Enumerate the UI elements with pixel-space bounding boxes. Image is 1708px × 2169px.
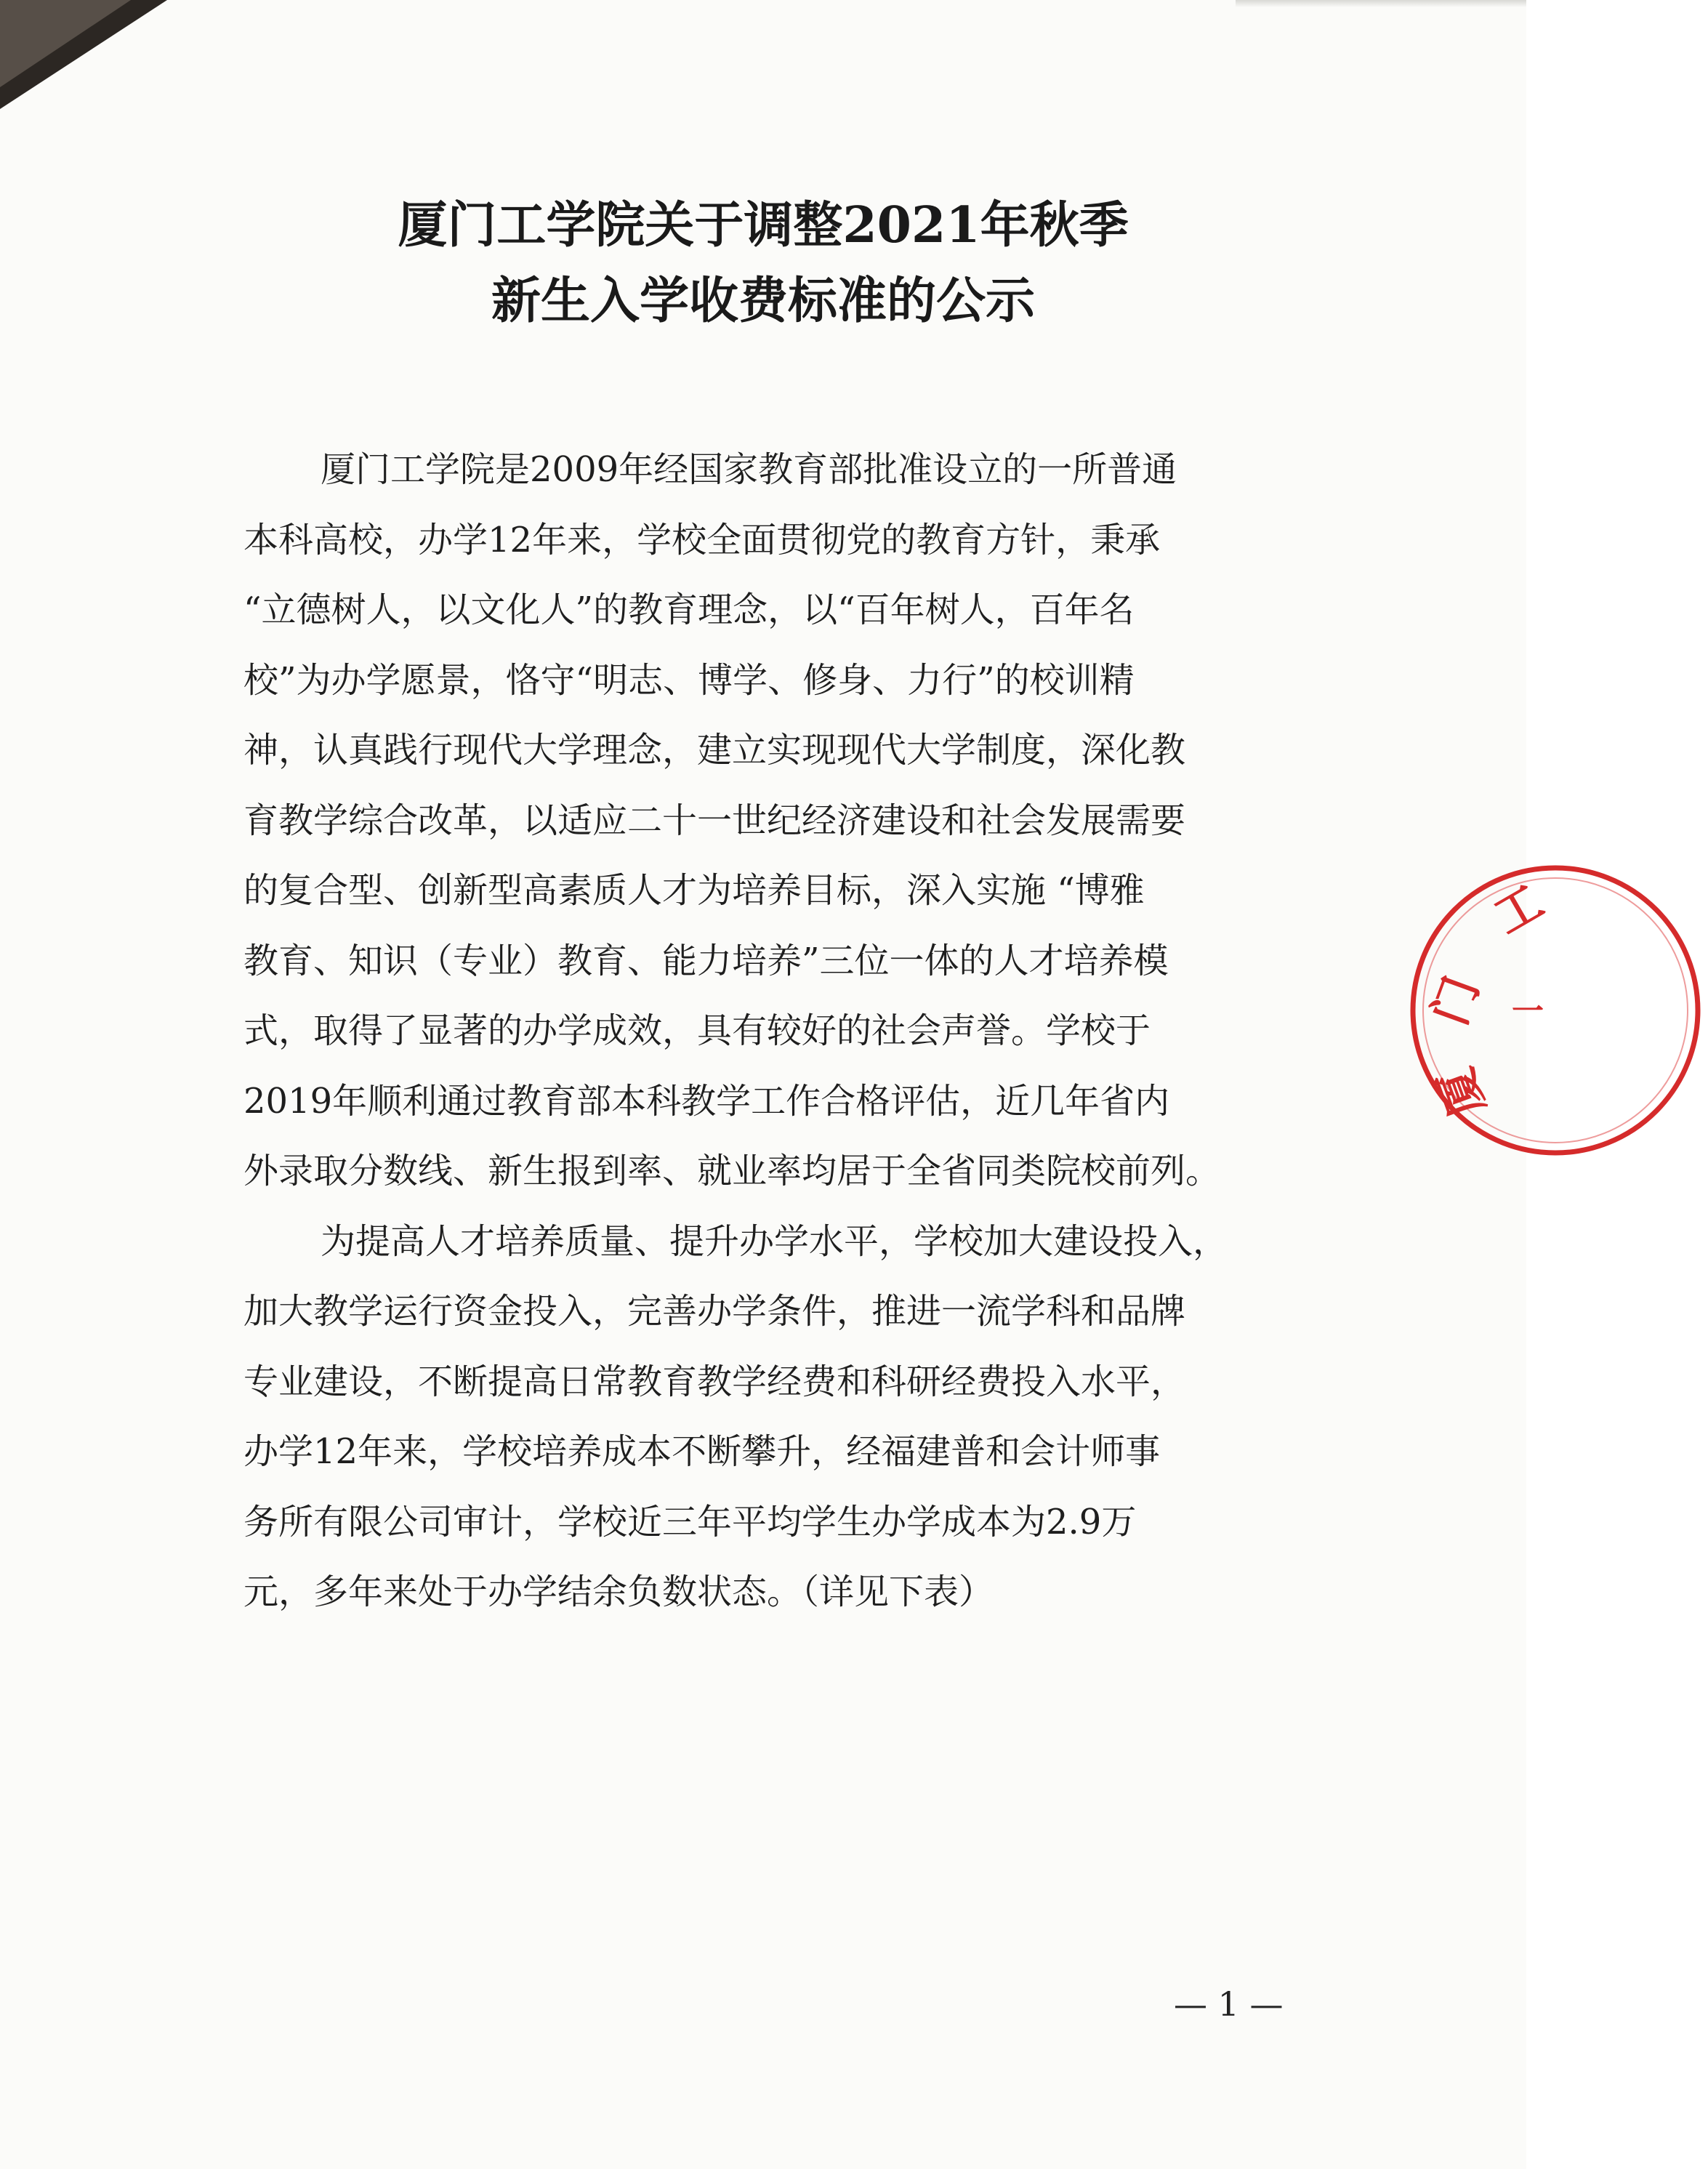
document-title — [0, 188, 1526, 339]
seal-char-2: 门 — [1422, 969, 1490, 1032]
paragraph-line: 校”为办学愿景，恪守“明志、博学、修身、力行”的校训精 — [243, 659, 1135, 701]
paragraph-line: 元，多年来处于办学结余负数状态。（详见下表） — [243, 1572, 994, 1612]
paragraph-line: 务所有限公司审计，学校近三年平均学生办学成本为2.9万 — [243, 1501, 1137, 1542]
paragraph-1 — [243, 435, 1312, 1207]
page-number: — 1 — — [1174, 1984, 1284, 2024]
paragraph-line: 本科高校，办学12年来，学校全面贯彻党的教育方针，秉承 — [243, 519, 1161, 560]
paragraph-2 — [243, 1207, 1312, 1627]
paragraph-line: 教育、知识（专业）教育、能力培养”三位一体的人才培养模 — [243, 940, 1169, 981]
paragraph-line: 办学12年来，学校培养成本不断攀升，经福建普和会计师事 — [243, 1431, 1161, 1472]
paragraph-line: 式，取得了显著的办学成效，具有较好的社会声誉。学校于 — [243, 1010, 1151, 1051]
paragraph-line: 厦门工学院是2009年经国家教育部批准设立的一所普通 — [321, 449, 1177, 490]
paragraph-line: 的复合型、创新型高素质人才为培养目标，深入实施 “博雅 — [243, 870, 1145, 911]
title-line-2: 新生入学收费标准的公示 — [491, 272, 1035, 330]
title-line-1: 厦门工学院关于调整2021年秋季 — [398, 196, 1129, 254]
paragraph-line: 外录取分数线、新生报到率、就业率均居于全省同类院校前列。 — [243, 1151, 1221, 1191]
scan-top-edge — [1236, 0, 1526, 7]
paragraph-line: 加大教学运行资金投入，完善办学条件，推进一流学科和品牌 — [243, 1291, 1186, 1332]
paragraph-line: “立德树人，以文化人”的教育理念，以“百年树人，百年名 — [243, 589, 1135, 630]
seal-char-3: 厦 — [1428, 1061, 1496, 1124]
seal-char-1: 工 — [1485, 874, 1553, 946]
paragraph-line: 2019年顺利通过教育部本科教学工作合格评估，近几年省内 — [243, 1080, 1170, 1122]
paragraph-line: 为提高人才培养质量、提升办学水平，学校加大建设投入， — [321, 1220, 1228, 1262]
paragraph-line: 专业建设，不断提高日常教育教学经费和科研经费投入水平， — [243, 1361, 1186, 1402]
scan-fold-highlight — [0, 0, 131, 87]
seal-char-partial: 一 — [1512, 993, 1544, 1030]
paragraph-line: 育教学综合改革，以适应二十一世纪经济建设和社会发展需要 — [243, 800, 1186, 841]
official-seal — [1403, 858, 1708, 1163]
paragraph-line: 神，认真践行现代大学理念，建立实现现代大学制度，深化教 — [243, 730, 1186, 770]
document-body — [243, 435, 1312, 1627]
